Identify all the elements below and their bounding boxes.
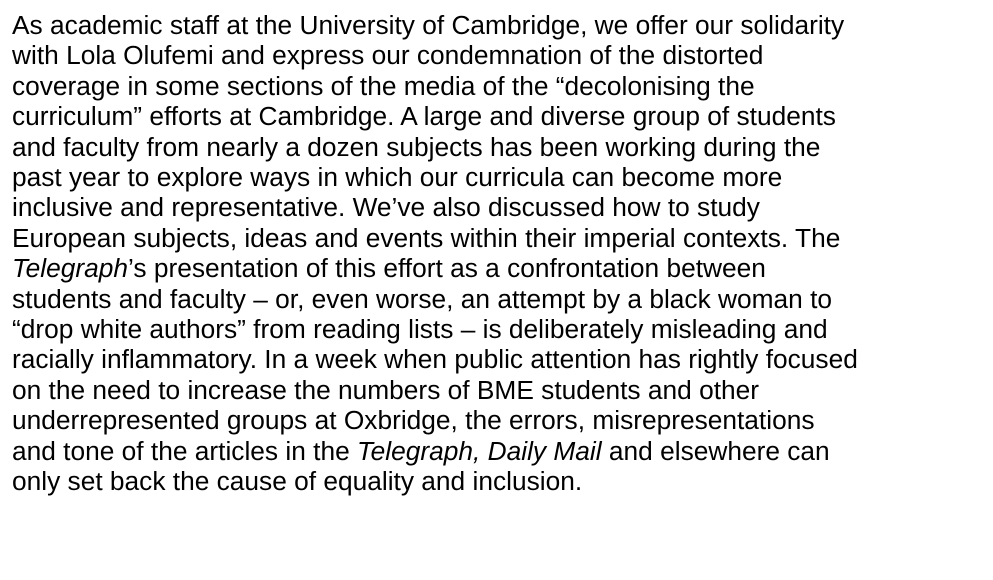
text-line (12, 436, 987, 466)
text-run: ’s presentation of this effort as a confrontation between (128, 253, 766, 284)
text-line (12, 71, 987, 101)
text-run: inclusive and representative. We’ve also discussed how to study (12, 192, 760, 223)
text-line (12, 132, 987, 162)
text-run: past year to explore ways in which our curricula can become more (12, 162, 783, 193)
text-line (12, 344, 987, 374)
text-run: on the need to increase the numbers of BME students and other (12, 374, 760, 405)
text-line (12, 192, 987, 222)
text-run: racially inflammatory. In a week when public attention has rightly focused (12, 344, 858, 375)
text-line (12, 405, 987, 435)
text-run: only set back the cause of equality and inclusion. (12, 466, 583, 497)
text-line (12, 466, 987, 496)
text-run: coverage in some sections of the media of the “decolonising the (12, 70, 755, 101)
text-line (12, 284, 987, 314)
text-line (12, 101, 987, 131)
text-line (12, 253, 987, 283)
text-run: curriculum” efforts at Cambridge. A large and diverse group of students (12, 101, 836, 132)
letter-body (12, 10, 987, 497)
text-line (12, 10, 987, 40)
text-run: with Lola Olufemi and express our condemnation of the distorted (12, 40, 764, 71)
text-run: and elsewhere can (601, 435, 830, 466)
italic-publication-names: Telegraph, Daily Mail (357, 435, 602, 466)
italic-publication-name: Telegraph (12, 253, 128, 284)
text-line (12, 40, 987, 70)
text-line (12, 314, 987, 344)
text-line (12, 375, 987, 405)
text-run: and tone of the articles in the (12, 435, 358, 466)
text-run: As academic staff at the University of Cambridge, we offer our solidarity (12, 10, 845, 40)
text-run: European subjects, ideas and events within their imperial contexts. The (12, 222, 841, 253)
text-run: students and faculty – or, even worse, an attempt by a black woman to (12, 283, 833, 314)
text-run: and faculty from nearly a dozen subjects has been working during the (12, 131, 821, 162)
text-line (12, 223, 987, 253)
text-line (12, 162, 987, 192)
text-run: “drop white authors” from reading lists – is deliberately misleading and (12, 314, 828, 345)
text-run: underrepresented groups at Oxbridge, the errors, misrepresentations (12, 405, 815, 436)
